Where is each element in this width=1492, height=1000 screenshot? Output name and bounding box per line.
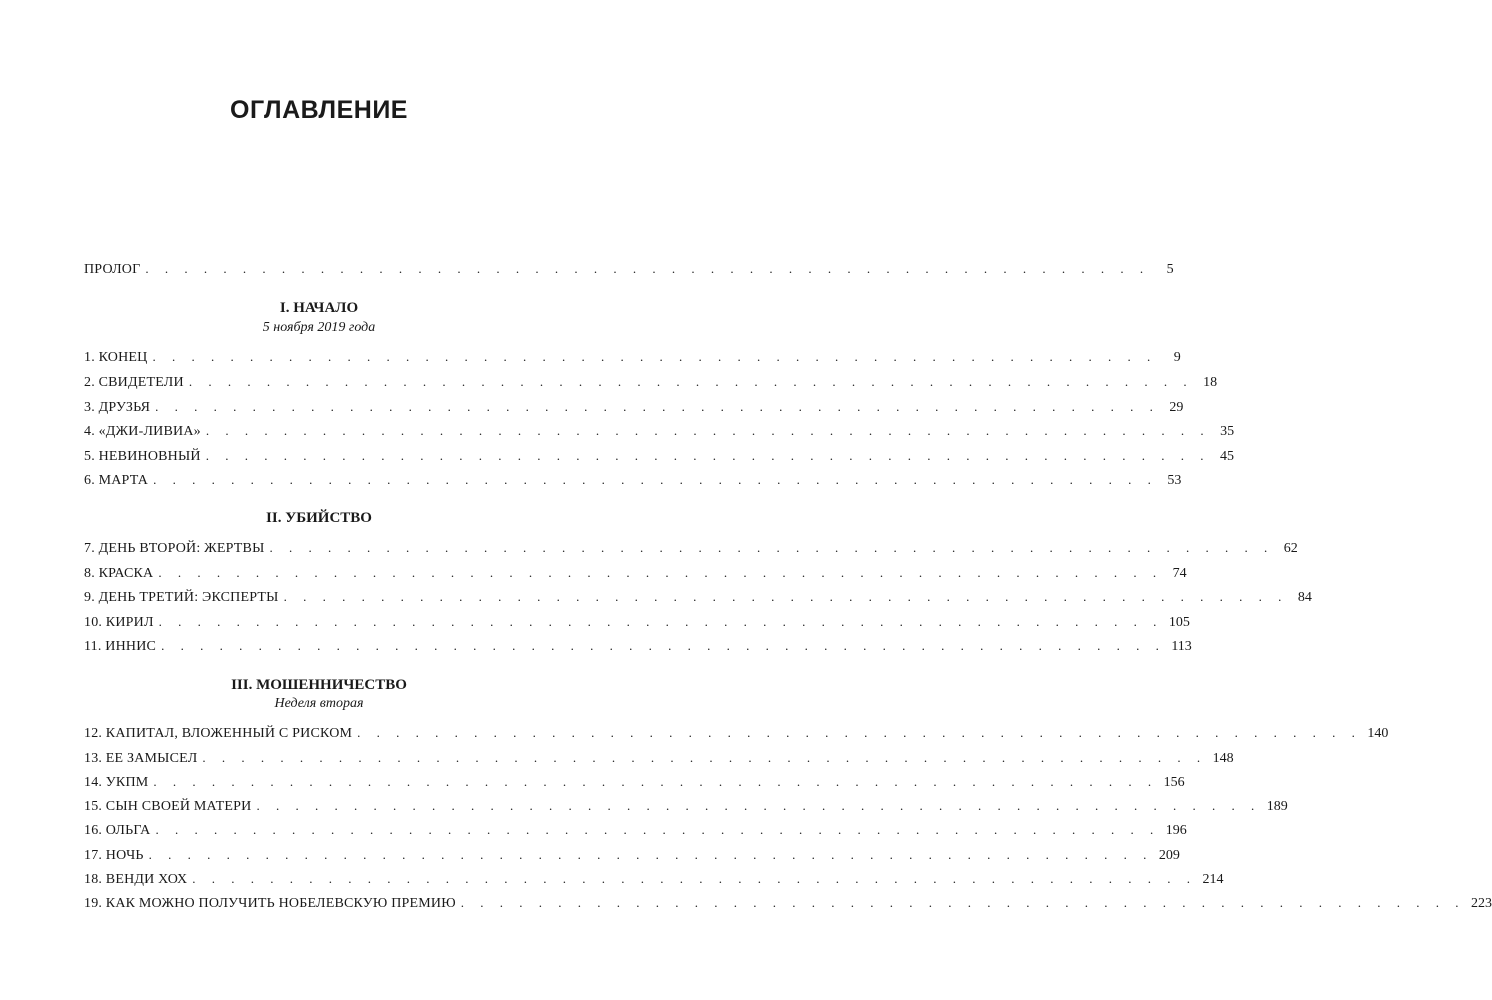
page-title: ОГЛАВЛЕНИЕ — [230, 96, 408, 124]
entry-page-number: 5 — [1166, 262, 1174, 277]
entry-page-number: 148 — [1212, 751, 1234, 766]
entry-page-number: 62 — [1283, 541, 1298, 556]
part-title: II. УБИЙСТВО — [266, 510, 372, 526]
dot-leader: . . . . . . . . . . . . . . . . . . . . . . . . . . . . . . . . . . . . . . . . . . . . . . . . . . . . — [202, 750, 1207, 765]
toc-entry[interactable] — [84, 796, 1288, 816]
entry-page-number: 214 — [1202, 872, 1224, 887]
dot-leader: . . . . . . . . . . . . . . . . . . . . . . . . . . . . . . . . . . . . . . . . . . . . . . . . . . . . — [153, 472, 1158, 487]
toc-entry[interactable] — [84, 397, 1184, 417]
dot-leader: . . . . . . . . . . . . . . . . . . . . . . . . . . . . . . . . . . . . . . . . . . . . . . . . . . . . — [192, 871, 1197, 886]
entry-page-number: 45 — [1219, 449, 1234, 464]
entry-page-number: 105 — [1168, 615, 1190, 630]
toc-entry[interactable] — [84, 421, 1235, 441]
entry-label: 17. НОЧЬ — [84, 848, 144, 863]
toc-entry[interactable] — [84, 869, 1224, 889]
entry-label: 8. КРАСКА — [84, 566, 154, 581]
entry-label: 15. СЫН СВОЕЙ МАТЕРИ — [84, 799, 252, 814]
entry-page-number: 9 — [1173, 350, 1181, 365]
toc-entry[interactable] — [84, 636, 1192, 656]
entry-label: 19. КАК МОЖНО ПОЛУЧИТЬ НОБЕЛЕВСКУЮ ПРЕМИЮ — [84, 896, 456, 911]
entry-page-number: 156 — [1163, 775, 1185, 790]
dot-leader: . . . . . . . . . . . . . . . . . . . . . . . . . . . . . . . . . . . . . . . . . . . . . . . . . . . . — [269, 540, 1274, 555]
dot-leader: . . . . . . . . . . . . . . . . . . . . . . . . . . . . . . . . . . . . . . . . . . . . . . . . . . . . — [155, 822, 1160, 837]
toc-entry[interactable] — [84, 820, 1187, 840]
part-subtitle: Неделя вторая — [274, 696, 364, 711]
dot-leader: . . . . . . . . . . . . . . . . . . . . . . . . . . . . . . . . . . . . . . . . . . . . . . . . . . . . — [205, 423, 1211, 438]
entry-label: 6. МАРТА — [84, 473, 149, 488]
dot-leader: . . . . . . . . . . . . . . . . . . . . . . . . . . . . . . . . . . . . . . . . . . . . . . . . . . . . — [205, 448, 1210, 463]
entry-page-number: 29 — [1169, 400, 1184, 415]
dot-leader: . . . . . . . . . . . . . . . . . . . . . . . . . . . . . . . . . . . . . . . . . . . . . . . . . . . . — [283, 589, 1288, 604]
toc-entry[interactable] — [84, 563, 1187, 583]
dot-leader: . . . . . . . . . . . . . . . . . . . . . . . . . . . . . . . . . . . . . . . . . . . . . . . . . . . . — [460, 895, 1466, 910]
toc-entry[interactable] — [84, 845, 1180, 865]
entry-label: 1. КОНЕЦ — [84, 350, 148, 365]
entry-page-number: 53 — [1167, 473, 1182, 488]
entry-label: 3. ДРУЗЬЯ — [84, 400, 151, 415]
dot-leader: . . . . . . . . . . . . . . . . . . . . . . . . . . . . . . . . . . . . . . . . . . . . . . . . . . . . — [152, 349, 1157, 364]
entry-page-number: 113 — [1171, 639, 1192, 654]
dot-leader: . . . . . . . . . . . . . . . . . . . . . . . . . . . . . . . . . . . . . . . . . . . . . . . . . . . . — [161, 638, 1166, 653]
toc-entry[interactable] — [84, 538, 1298, 558]
toc-entry[interactable] — [84, 587, 1312, 607]
entry-page-number: 74 — [1172, 566, 1187, 581]
dot-leader: . . . . . . . . . . . . . . . . . . . . . . . . . . . . . . . . . . . . . . . . . . . . . . . . . . . . — [158, 614, 1163, 629]
toc-entry[interactable] — [84, 772, 1185, 792]
entry-label: 2. СВИДЕТЕЛИ — [84, 375, 184, 390]
entry-page-number: 196 — [1165, 823, 1187, 838]
toc-entry[interactable] — [84, 748, 1234, 768]
toc-entry[interactable] — [84, 723, 1389, 743]
entry-label: 5. НЕВИНОВНЫЙ — [84, 449, 201, 464]
part-title: III. МОШЕННИЧЕСТВО — [231, 677, 407, 693]
entry-label: 16. ОЛЬГА — [84, 823, 151, 838]
entry-label: 13. ЕЕ ЗАМЫСЕЛ — [84, 751, 198, 766]
entry-label: 11. ИННИС — [84, 639, 157, 654]
entry-page-number: 18 — [1203, 375, 1218, 390]
entry-label: 7. ДЕНЬ ВТОРОЙ: ЖЕРТВЫ — [84, 541, 265, 556]
entry-page-number: 84 — [1297, 590, 1312, 605]
entry-page-number: 189 — [1266, 799, 1288, 814]
entry-page-number: 209 — [1158, 848, 1180, 863]
dot-leader: . . . . . . . . . . . . . . . . . . . . . . . . . . . . . . . . . . . . . . . . . . . . . . . . . . . . — [153, 774, 1158, 789]
toc-entry-prologue[interactable] — [84, 259, 1174, 279]
entry-page-number: 223 — [1471, 896, 1492, 911]
dot-leader: . . . . . . . . . . . . . . . . . . . . . . . . . . . . . . . . . . . . . . . . . . . . . . . . . . . . — [357, 725, 1362, 740]
entry-page-number: 35 — [1220, 424, 1235, 439]
entry-label: ПРОЛОГ — [84, 262, 141, 277]
toc-entry[interactable] — [84, 446, 1234, 466]
entry-page-number: 140 — [1367, 726, 1389, 741]
toc-entry[interactable] — [84, 612, 1190, 632]
dot-leader: . . . . . . . . . . . . . . . . . . . . . . . . . . . . . . . . . . . . . . . . . . . . . . . . . . . . — [158, 565, 1163, 580]
entry-label: 10. КИРИЛ — [84, 615, 154, 630]
entry-label: 14. УКПМ — [84, 775, 149, 790]
toc-entry[interactable] — [84, 893, 1492, 913]
dot-leader: . . . . . . . . . . . . . . . . . . . . . . . . . . . . . . . . . . . . . . . . . . . . . . . . . . . . — [188, 374, 1194, 389]
part-title: I. НАЧАЛО — [279, 300, 359, 316]
entry-label: 4. «ДЖИ-ЛИВИА» — [84, 424, 201, 439]
dot-leader: . . . . . . . . . . . . . . . . . . . . . . . . . . . . . . . . . . . . . . . . . . . . . . . . . . . . — [148, 847, 1153, 862]
dot-leader: . . . . . . . . . . . . . . . . . . . . . . . . . . . . . . . . . . . . . . . . . . . . . . . . . . . . — [256, 798, 1261, 813]
entry-label: 12. КАПИТАЛ, ВЛОЖЕННЫЙ С РИСКОМ — [84, 726, 353, 741]
toc-entry[interactable] — [84, 347, 1181, 367]
toc-entry[interactable] — [84, 372, 1218, 392]
toc-entry[interactable] — [84, 470, 1182, 490]
dot-leader: . . . . . . . . . . . . . . . . . . . . . . . . . . . . . . . . . . . . . . . . . . . . . . . . . . . . — [145, 261, 1150, 276]
dot-leader: . . . . . . . . . . . . . . . . . . . . . . . . . . . . . . . . . . . . . . . . . . . . . . . . . . . . — [155, 399, 1160, 414]
entry-label: 9. ДЕНЬ ТРЕТИЙ: ЭКСПЕРТЫ — [84, 590, 279, 605]
part-subtitle: 5 ноября 2019 года — [262, 320, 376, 335]
entry-label: 18. ВЕНДИ ХОХ — [84, 872, 188, 887]
